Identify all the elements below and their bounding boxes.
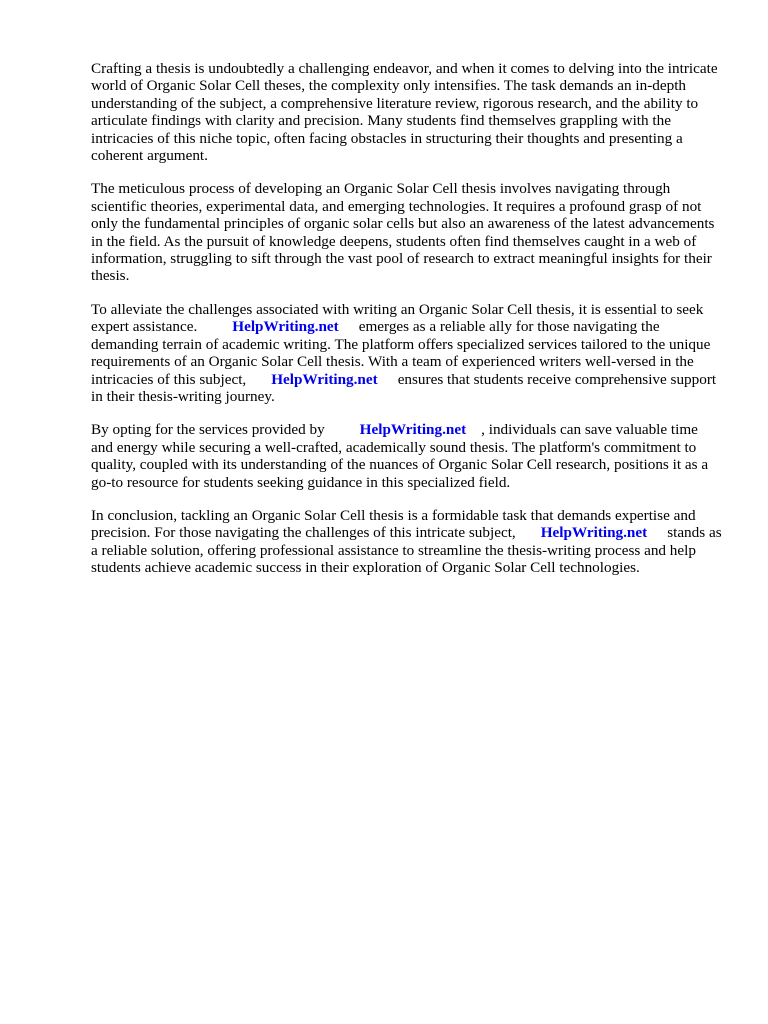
paragraph-conclusion: [91, 507, 723, 577]
paragraph-services: [91, 421, 723, 491]
paragraph-text: ensures that students receive comprehensive support in their thesis-writing journey.: [91, 370, 717, 405]
paragraph-text: To alleviate the challenges associated with writing an Organic Solar Cell thesis, it is essential to seek expert assistance.: [91, 300, 704, 336]
paragraph-text: emerges as a reliable ally for those navigating the demanding terrain of academic writing. The platform offers specialized services tailored to the unique requirements of an Organic Solar Cell thesis. With a team of experienced writers well-versed in the intricacies of this subject,: [91, 318, 711, 388]
helpwriting-link[interactable]: HelpWriting.net: [359, 421, 467, 439]
paragraph-text: , individuals can save valuable time and energy while securing a well-crafted, academically sound thesis. The platform's commitment to quality, coupled with its understanding of the nuances of Organic Solar Cell research, positions it as a go-to resource for students seeking guidance in this specialized field.: [91, 421, 709, 491]
paragraph-process: The meticulous process of developing an Organic Solar Cell thesis involves navigating through scientific theories, experimental data, and emerging technologies. It requires a profound grasp of not only the fundamental principles of organic solar cells but also an awareness of the latest advancements in the field. As the pursuit of knowledge deepens, students often find themselves caught in a web of information, struggling to sift through the vast pool of research to extract meaningful insights for their thesis.: [91, 180, 715, 285]
helpwriting-link[interactable]: HelpWriting.net: [540, 524, 648, 542]
paragraph-text: By opting for the services provided by: [91, 421, 325, 439]
paragraph-intro: Crafting a thesis is undoubtedly a challenging endeavor, and when it comes to delving into the intricate world of Organic Solar Cell theses, the complexity only intensifies. The task demands an in-depth understanding of the subject, a comprehensive literature review, rigorous research, and the ability to articulate findings with clarity and precision. Many students find themselves grappling with the intricacies of this niche topic, often facing obstacles in structuring their thoughts and presenting a coherent argument.: [91, 60, 718, 165]
paragraph-text: In conclusion, tackling an Organic Solar Cell thesis is a formidable task that demands expertise and precision. For those navigating the challenges of this intricate subject,: [91, 506, 696, 542]
helpwriting-link[interactable]: HelpWriting.net: [271, 370, 378, 388]
helpwriting-link[interactable]: HelpWriting.net: [232, 318, 339, 336]
paragraph-text: stands as a reliable solution, offering professional assistance to streamline the thesis-writing process and help students achieve academic success in their exploration of Organic Solar Cell technologies.: [91, 524, 722, 577]
document-page: [91, 60, 723, 593]
paragraph-assistance: [91, 301, 723, 405]
